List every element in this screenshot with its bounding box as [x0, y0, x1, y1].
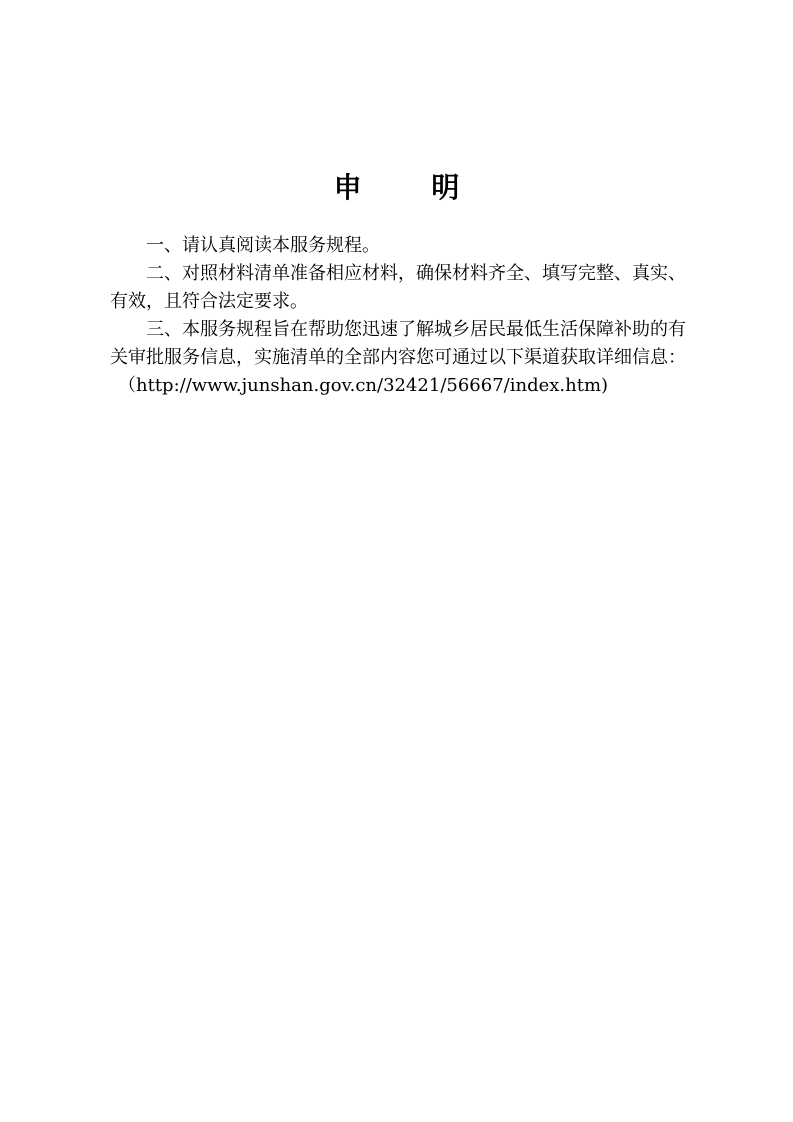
info-url-link[interactable]: （http://www.junshan.gov.cn/32421/56667/index.htm) — [118, 375, 609, 396]
paragraph-1: 一、请认真阅读本服务规程。 — [146, 235, 380, 256]
statement-body — [110, 232, 686, 400]
page-title: 申 明 — [333, 171, 490, 204]
paragraph-3: 三、本服务规程旨在帮助您迅速了解城乡居民最低生活保障补助的有关审批服务信息，实施清单的全部内容您可通过以下渠道获取详细信息： — [110, 319, 686, 368]
paragraph-2: 二、对照材料清单准备相应材料，确保材料齐全、填写完整、真实、有效，且符合法定要求。 — [110, 263, 686, 312]
